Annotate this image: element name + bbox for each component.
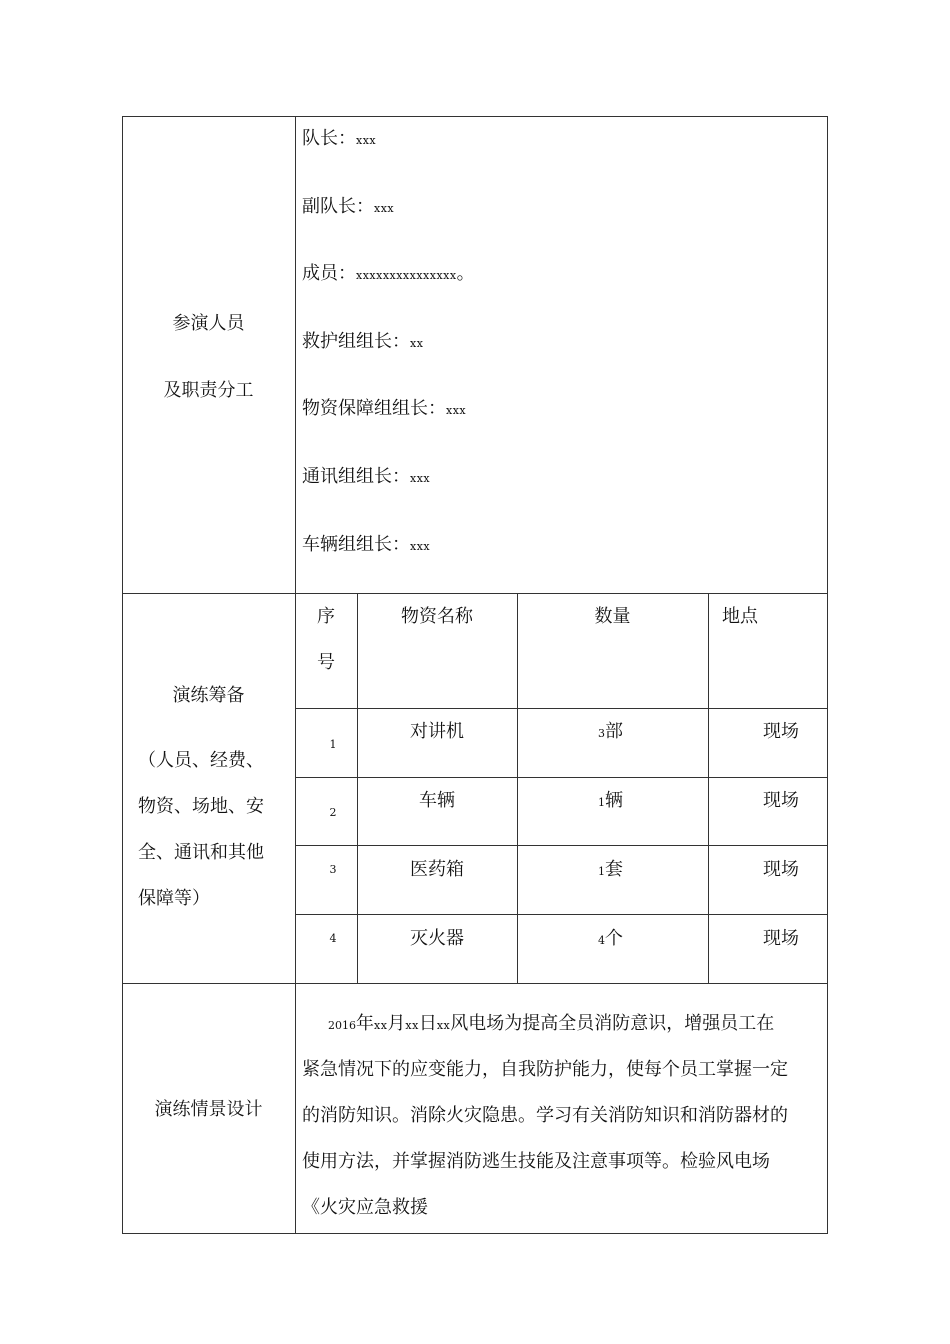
table-border-left xyxy=(122,116,123,1234)
header-seq-line1: 序 xyxy=(317,606,335,627)
year-suffix: 年 xyxy=(356,1013,374,1034)
person-name: xxx xyxy=(356,134,377,147)
day-value: xx xyxy=(405,1019,419,1032)
scenario-text-line: 紧急情况下的应变能力，自我防护能力，使每个员工掌握一定 xyxy=(302,1059,788,1080)
role-label: 副队长： xyxy=(302,196,374,217)
preparation-label-detail: 保障等） xyxy=(138,888,210,909)
month-suffix: 月 xyxy=(387,1013,406,1034)
personnel-row xyxy=(302,263,475,287)
materials-col-name-divider xyxy=(517,593,518,983)
item-location: 现场 xyxy=(763,928,799,949)
materials-row-divider xyxy=(295,914,827,915)
table-divider-personnel xyxy=(122,593,828,594)
quantity-number: 1 xyxy=(598,796,605,809)
materials-row-divider xyxy=(295,845,827,846)
table-divider-preparation xyxy=(122,983,828,984)
person-name: xx xyxy=(410,337,424,350)
role-label: 通讯组组长： xyxy=(302,466,410,487)
item-location: 现场 xyxy=(763,721,799,742)
preparation-label-detail: （人员、经费、 xyxy=(138,750,264,771)
person-name: xxx xyxy=(374,202,395,215)
table-border-top xyxy=(122,116,828,117)
role-label: 物资保障组组长： xyxy=(302,398,446,419)
role-label: 成员： xyxy=(302,263,356,284)
header-material-name: 物资名称 xyxy=(401,606,473,627)
item-name: 车辆 xyxy=(419,790,455,811)
materials-row-divider xyxy=(295,777,827,778)
scenario-text: 风电场为提高全员消防意识，增强员工在 xyxy=(450,1013,775,1034)
person-name: xxx xyxy=(446,404,467,417)
personnel-row xyxy=(302,466,430,490)
item-quantity xyxy=(598,928,623,952)
item-seq: 3 xyxy=(329,863,337,876)
quantity-number: 3 xyxy=(598,727,605,740)
scenario-text-line: 《火灾应急救援 xyxy=(302,1197,428,1218)
item-quantity xyxy=(598,859,623,883)
site-value: xx xyxy=(436,1019,451,1032)
quantity-unit: 套 xyxy=(605,859,623,880)
preparation-label-detail: 全、通讯和其他 xyxy=(138,842,264,863)
personnel-row xyxy=(302,196,394,220)
item-name: 对讲机 xyxy=(410,721,464,742)
item-name: 灭火器 xyxy=(410,928,464,949)
table-border-bottom xyxy=(122,1233,828,1234)
header-quantity: 数量 xyxy=(594,606,631,627)
quantity-number: 1 xyxy=(598,865,605,878)
quantity-number: 4 xyxy=(598,934,605,947)
scenario-text-line xyxy=(328,1013,774,1037)
item-name: 医药箱 xyxy=(410,859,464,880)
quantity-unit: 个 xyxy=(605,928,623,949)
item-location: 现场 xyxy=(763,859,799,880)
sentence-end: 。 xyxy=(456,263,475,284)
quantity-unit: 辆 xyxy=(605,790,623,811)
item-quantity xyxy=(598,790,623,814)
day-suffix: 日 xyxy=(418,1013,437,1034)
person-name: xxxxxxxxxxxxxxx xyxy=(356,269,457,282)
year-value: 2016 xyxy=(328,1019,356,1032)
month-value: xx xyxy=(374,1019,388,1032)
item-seq: 1 xyxy=(329,738,337,751)
role-label: 队长： xyxy=(302,128,356,149)
scenario-label: 演练情景设计 xyxy=(154,1099,263,1120)
table-column-divider xyxy=(295,116,296,1234)
personnel-row xyxy=(302,128,376,152)
personnel-row xyxy=(302,331,423,355)
preparation-label-title: 演练筹备 xyxy=(172,685,245,706)
table-border-right xyxy=(827,116,828,1234)
personnel-row xyxy=(302,398,466,422)
item-seq: 2 xyxy=(329,806,337,819)
role-label: 车辆组组长： xyxy=(302,534,410,555)
item-seq: 4 xyxy=(329,932,337,945)
role-label: 救护组组长： xyxy=(302,331,410,352)
materials-col-seq-divider xyxy=(357,593,358,983)
item-quantity xyxy=(598,721,623,745)
person-name: xxx xyxy=(410,472,431,485)
personnel-label-line2: 及职责分工 xyxy=(163,380,254,401)
personnel-row xyxy=(302,534,430,558)
quantity-unit: 部 xyxy=(605,721,623,742)
person-name: xxx xyxy=(410,540,431,553)
item-location: 现场 xyxy=(763,790,799,811)
materials-col-qty-divider xyxy=(708,593,709,983)
header-seq-line2: 号 xyxy=(317,652,335,673)
scenario-text-line: 使用方法，并掌握消防逃生技能及注意事项等。检验风电场 xyxy=(302,1151,770,1172)
header-location: 地点 xyxy=(722,606,758,627)
personnel-label-line1: 参演人员 xyxy=(172,313,245,334)
materials-row-divider xyxy=(295,708,827,709)
preparation-label-detail: 物资、场地、安 xyxy=(138,796,264,817)
scenario-text-line: 的消防知识。消除火灾隐患。学习有关消防知识和消防器材的 xyxy=(302,1105,788,1126)
